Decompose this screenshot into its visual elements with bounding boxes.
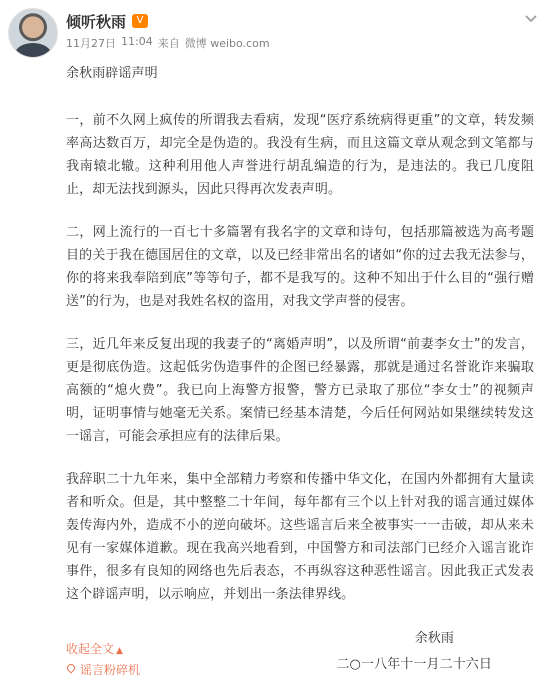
signature-date: 二○一八年十一月二十六日	[336, 657, 492, 672]
paragraph-3: 三，近几年来反复出现的我妻子的“离婚声明”，以及所谓“前妻李女士”的发言，更是彻底伪造。这起低劣伪造事件的企图已经暴露，那就是通过名誉讹诈来骗取高额的“熄火费”。我已向上海警方报警，警方已录取了那位“李女士”的视频声明，证明事情与她毫无关系。案情已经基本清楚，今后任何网站如果继续转发这一谣言，可能会承担应有的法律后果。	[66, 337, 534, 444]
location-pin-icon	[66, 664, 76, 676]
collapse-button[interactable]	[66, 640, 123, 657]
avatar-shoulders	[15, 43, 51, 58]
post-header	[66, 10, 540, 51]
signature-name: 余秋雨	[414, 631, 454, 646]
post-meta	[66, 35, 540, 51]
location-tag[interactable]	[66, 661, 140, 678]
vip-badge-icon[interactable]: V	[132, 14, 148, 28]
post-time[interactable]: 11:04	[121, 35, 153, 48]
user-name[interactable]: 倾听秋雨	[66, 12, 127, 31]
name-row	[66, 10, 540, 32]
chevron-down-icon[interactable]	[524, 12, 538, 26]
source-link[interactable]: 微博 weibo.com	[184, 37, 270, 50]
post-date[interactable]: 11月27日	[66, 37, 116, 50]
location-label: 谣言粉碎机	[80, 663, 141, 677]
collapse-label: 收起全文	[66, 642, 115, 656]
avatar[interactable]	[8, 8, 58, 58]
paragraph-1: 一，前不久网上疯传的所谓我去看病，发现“医疗系统病得更重”的文章，转发频率高达数百万，却完全是伪造的。我没有生病，而且这篇文章从观念到文笔都与我南辕北辙。这种利用他人声誉进行胡乱编造的行为，是违法的。我已几度阻止，却无法找到源头，因此只得再次发表声明。	[66, 113, 534, 197]
caret-up-icon: ▲	[116, 646, 123, 656]
post-title: 余秋雨辟谣声明	[66, 66, 158, 81]
source-prefix: 来自	[157, 37, 180, 50]
post-content	[66, 62, 534, 678]
paragraph-4: 我辞职二十九年来，集中全部精力考察和传播中华文化，在国内外都拥有大量读者和听众。但是，其中整整二十年间，每年都有三个以上针对我的谣言通过媒体轰传海内外，造成不小的逆向破坏。这些谣言后来全被事实一一击破，却从来未见有一家媒体道歉。现在我高兴地看到，中国警方和司法部门已经介入谣言讹诈事件，很多有良知的网络也先后表态，不再纵容这种恶性谣言。因此我正式发表这个辟谣声明，以示响应，并划出一条法律界线。	[66, 472, 534, 602]
paragraph-2: 二，网上流行的一百七十多篇署有我名字的文章和诗句，包括那篇被选为高考题目的关于我在德国居住的文章，以及已经非常出名的诸如“你的过去我无法参与，你的将来我奉陪到底”等等句子，都不是我写的。这种不知出于什么目的“强行赠送”的行为，也是对我姓名权的盗用，对我文学声誉的侵害。	[66, 225, 534, 309]
